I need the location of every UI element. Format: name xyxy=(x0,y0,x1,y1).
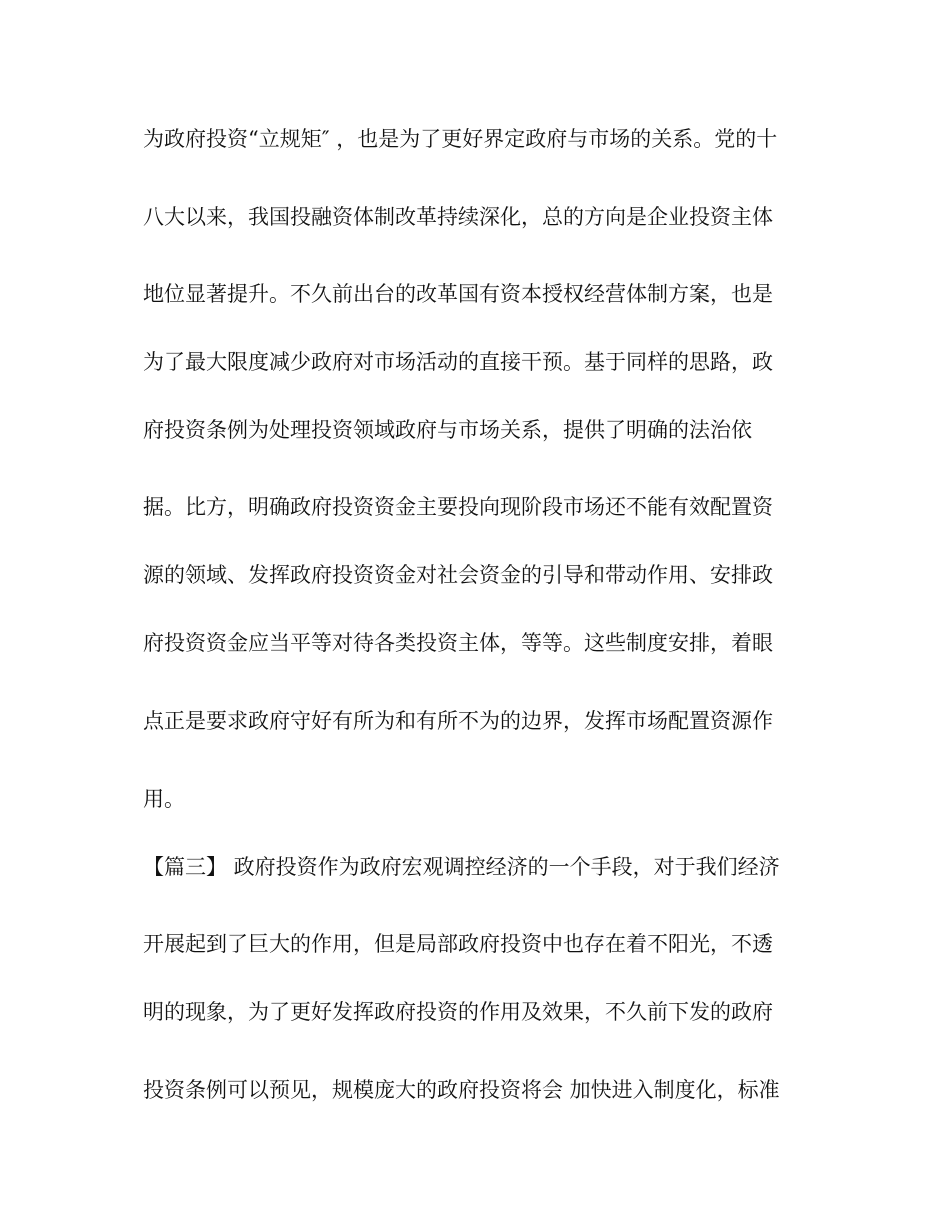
text-line-13: 明的现象，为了更好发挥政府投资的作用及效果，不久前下发的政府 xyxy=(143,1000,773,1024)
text-line-2: 八大以来，我国投融资体制改革持续深化，总的方向是企业投资主体 xyxy=(143,205,773,229)
text-line-3: 地位显著提升。不久前出台的改革国有资本授权经营体制方案，也是 xyxy=(143,282,773,306)
text-line-10: 用。 xyxy=(143,787,185,811)
text-line-14: 投资条例可以预见，规模庞大的政府投资将会 加快进入制度化，标准 xyxy=(143,1078,780,1102)
text-line-5: 府投资条例为处理投资领域政府与市场关系，提供了明确的法治依 xyxy=(143,418,752,442)
text-line-4: 为了最大限度减少政府对市场活动的直接干预。基于同样的思路，政 xyxy=(143,350,773,374)
text-line-1: 为政府投资“立规矩″ ，也是为了更好界定政府与市场的关系。党的十 xyxy=(143,127,778,151)
text-line-9: 点正是要求政府守好有所为和有所不为的边界，发挥市场配置资源作 xyxy=(143,709,773,733)
text-line-8: 府投资资金应当平等对待各类投资主体，等等。这些制度安排，着眼 xyxy=(143,631,773,655)
text-line-7: 源的领域、发挥政府投资资金对社会资金的引导和带动作用、安排政 xyxy=(143,563,773,587)
section-heading-line: 【篇三】 政府投资作为政府宏观调控经济的一个手段，对于我们经济 xyxy=(143,855,780,879)
text-line-6: 据。比方，明确政府投资资金主要投向现阶段市场还不能有效配置资 xyxy=(143,495,773,519)
text-line-12: 开展起到了巨大的作用，但是局部政府投资中也存在着不阳光，不透 xyxy=(143,932,773,956)
